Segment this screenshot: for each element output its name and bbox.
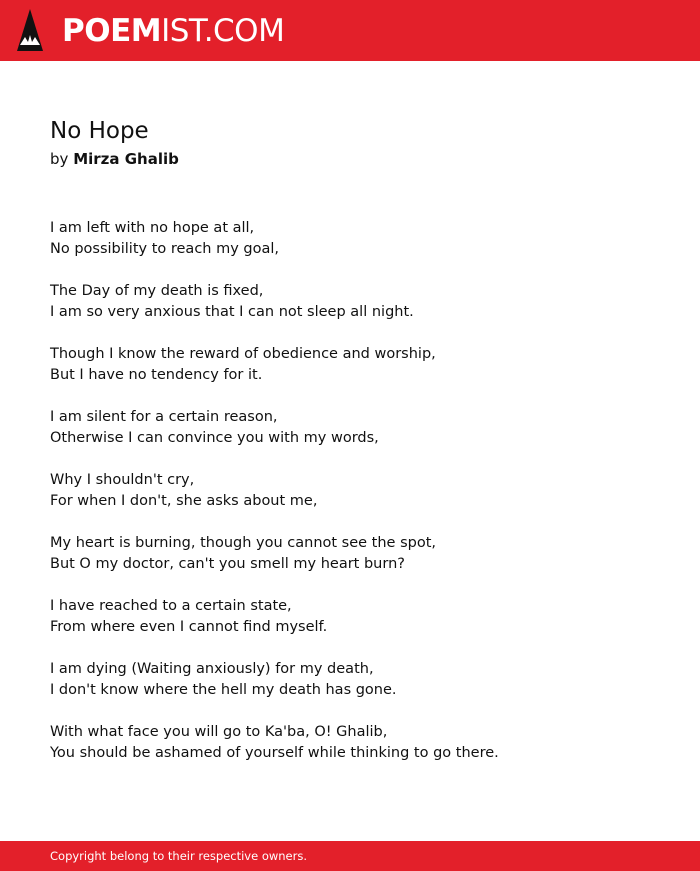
poem-line: I am dying (Waiting anxiously) for my death, <box>50 661 374 677</box>
site-logo[interactable] <box>62 14 284 48</box>
poem-stanza <box>50 722 650 764</box>
poem-stanza <box>50 470 650 512</box>
poem-stanza <box>50 533 650 575</box>
poem-line: Though I know the reward of obedience and worship, <box>50 346 436 362</box>
poem-line: With what face you will go to Ka'ba, O! Ghalib, <box>50 724 388 740</box>
pencil-logo-icon[interactable] <box>17 9 43 51</box>
poem-line: But O my doctor, can't you smell my heart burn? <box>50 556 405 572</box>
logo-text-light: IST.COM <box>161 13 285 49</box>
poem-line: You should be ashamed of yourself while thinking to go there. <box>50 745 499 761</box>
poem-line: For when I don't, she asks about me, <box>50 493 318 509</box>
poem-byline <box>50 148 179 170</box>
poem-line: I am left with no hope at all, <box>50 220 255 236</box>
poem-stanza <box>50 596 650 638</box>
footer-copyright: Copyright belong to their respective owners. <box>50 849 308 863</box>
poem-line: I have reached to a certain state, <box>50 598 292 614</box>
poem-line: But I have no tendency for it. <box>50 367 263 383</box>
poem-title: No Hope <box>50 118 149 144</box>
poem-body <box>50 218 650 785</box>
poem-stanza <box>50 281 650 323</box>
poem-line: The Day of my death is fixed, <box>50 283 264 299</box>
poem-line: I am so very anxious that I can not sleep all night. <box>50 304 414 320</box>
poem-stanza <box>50 659 650 701</box>
poem-stanza <box>50 344 650 386</box>
poem-line: Otherwise I can convince you with my words, <box>50 430 379 446</box>
poem-line: I am silent for a certain reason, <box>50 409 278 425</box>
poem-stanza <box>50 218 650 260</box>
poem-line: Why I shouldn't cry, <box>50 472 195 488</box>
poem-line: From where even I cannot find myself. <box>50 619 328 635</box>
poem-author: Mirza Ghalib <box>73 150 179 168</box>
poem-line: My heart is burning, though you cannot see the spot, <box>50 535 437 551</box>
site-header <box>0 0 700 61</box>
poem-line: I don't know where the hell my death has gone. <box>50 682 397 698</box>
byline-prefix: by <box>50 150 69 168</box>
poem-line: No possibility to reach my goal, <box>50 241 280 257</box>
site-footer <box>0 841 700 871</box>
poem-stanza <box>50 407 650 449</box>
logo-text-bold: POEM <box>62 13 162 49</box>
